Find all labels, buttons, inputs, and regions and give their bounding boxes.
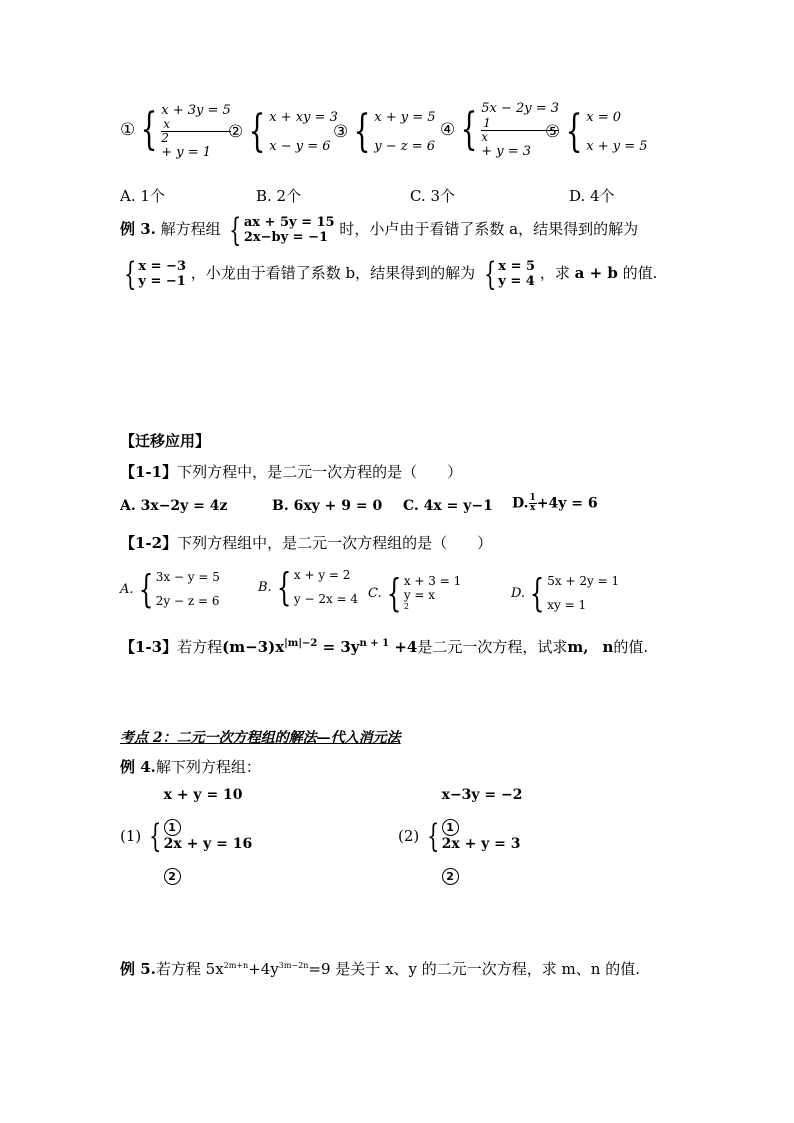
example-4-heading [120,756,261,777]
system-1-line-2: x 2 + y = 1 [161,118,231,160]
example-5-sup-2: 3m−2n [278,961,309,970]
brace-icon: { [353,106,371,157]
q-1-1-choice-b: B. 6xy + 9 = 0 [272,498,383,514]
system-5-wrap [545,106,648,157]
system-1 [120,103,231,160]
system-options-row [120,103,231,160]
q-1-1-choice-c: C. 4x = y−1 [403,498,493,514]
q-1-2-d-line-1: 5x + 2y = 1 [547,574,620,588]
example-3-text5: 的值. [622,264,658,282]
choice-a: A. 1个 [120,187,165,205]
brace-icon: { [140,104,158,155]
example-5-sup-1: 2m+n [223,961,249,970]
example-4-label: 例 4. [120,758,156,776]
system-1-line-1: x + 3y = 5 [161,103,231,118]
q-1-1-label: 【1-1】 [120,463,178,481]
q-1-1-text: 下列方程中，是二元一次方程的是（ ） [177,463,463,481]
brace-icon: { [276,565,292,609]
marker-2: ② [228,122,244,142]
brace-icon: { [529,571,545,615]
marker-5: ⑤ [545,122,561,142]
q-1-2-choice-c [368,571,462,615]
example-3-solution-2 [480,255,536,293]
problem-2-line-1: x−3y = −2 1 [441,787,523,834]
q-1-2-text: 下列方程组中，是二元一次方程组的是（ ） [177,534,493,552]
choice-c: C. 3个 [410,187,456,205]
equation-marker-2: 2 [442,868,459,885]
example-4-text: 解下列方程组： [155,758,261,776]
example-3-text4: ，求 [539,264,570,282]
example-3-label: 例 3. [120,220,156,238]
example-3-expr: a + b [574,264,618,282]
example-3-line-1 [120,211,639,249]
example-3-solution-1 [120,255,186,293]
system-3 [333,106,436,157]
marker-4: ④ [440,120,456,140]
problem-1-line-1: x + y = 10 1 [163,787,243,834]
brace-icon: { [484,255,497,293]
system-4-wrap [440,101,559,159]
brace-icon: { [138,567,153,611]
choice-d-rest: +4y = 6 [536,495,598,512]
q-1-2-choice-b [258,565,359,609]
problem-1-label: (1) [120,827,142,845]
example-3-sys-line-2: 2x−by = −1 [243,230,329,245]
q-1-2-a-label: A. [120,581,134,597]
brace-icon: { [248,106,266,157]
brace-icon: { [229,211,242,249]
q-1-2-d-line-2: xy = 1 [547,598,587,612]
q-1-3-text1: 若方程 [177,638,223,656]
example-3-text2: 时，小卢由于看错了系数 a，结果得到的解为 [339,220,639,238]
system-3-line-1: x + y = 5 [374,110,436,125]
system-4-line-2: 1 x + y = 3 [481,117,559,159]
system-3-wrap [333,106,436,157]
system-3-line-2: y − z = 6 [374,139,436,154]
equation-marker-1: 1 [442,819,459,836]
system-5 [545,106,648,157]
system-5-line-2: x + y = 5 [586,139,648,154]
q-1-2-b-line-2: y − 2x = 4 [293,592,359,606]
brace-icon: { [386,571,401,615]
marker-1: ① [120,120,136,140]
marker-3: ③ [333,122,349,142]
q-1-1-choice-a: A. 3x−2y = 4z [120,498,228,514]
problem-2 [398,787,523,885]
system-5-line-1: x = 0 [586,110,622,125]
section-2-title: 考点 2：二元一次方程组的解法—代入消元法 [120,730,401,746]
equation-marker-1: 1 [164,819,181,836]
example-3-line-2 [120,255,658,293]
solution-2-line-2: y = 4 [498,274,535,289]
problem-2-line-2: 2x + y = 3 2 [441,836,521,883]
problem-2-label: (2) [398,827,420,845]
problem-1-line-2: 2x + y = 16 2 [163,836,253,883]
example-5-mid: +4y [248,960,279,978]
system-4 [440,101,559,159]
brace-icon: { [460,104,478,155]
brace-icon: { [124,255,137,293]
q-1-2-b-line-1: x + y = 2 [293,568,351,582]
q-1-2-b-label: B. [258,579,272,595]
q-1-2-c-line-2: y = x $^2$ [403,588,436,611]
example-3-system [225,211,335,249]
brace-icon: { [565,106,583,157]
solution-1-line-1: x = −3 [138,259,186,274]
choice-d-prefix: D. [512,495,529,512]
q-1-3-n: n [602,638,614,656]
choice-b: B. 2个 [256,187,302,205]
brace-icon: { [427,817,440,855]
system-2-line-2: x − y = 6 [269,139,331,154]
q-1-3 [120,636,648,657]
example-5-text2: 是关于 x、y 的二元一次方程，求 m、n 的值. [330,960,640,978]
transfer-heading: 【迁移应用】 [120,432,211,450]
example-5-label: 例 5. [120,960,156,978]
q-1-3-expr: $(m-3)x^{|m|-2} = 3y^{n + 1} +4$ [222,638,418,656]
example-3-text3: ，小龙由于看错了系数 b，结果得到的解为 [190,264,476,282]
q-1-3-m: m, [567,638,589,656]
q-1-2-a-line-1: 3x − y = 5 [155,570,220,584]
q-1-3-text3: 的值. [613,638,649,656]
equation-marker-2: 2 [164,868,181,885]
q-1-2-d-label: D. [511,585,526,601]
system-2-wrap [228,106,338,157]
q-1-2-c-line-1: x + 3 = 1 [403,574,462,588]
q-1-2 [120,532,492,553]
q-1-3-text2: 是二元一次方程，试求 [417,638,568,656]
system-4-line-1: 5x − 2y = 3 [481,101,560,116]
solution-1-line-2: y = −1 [138,274,186,289]
system-2 [228,106,338,157]
example-3-sys-line-1: ax + 5y = 15 [243,215,335,230]
q-1-1-choice-d [512,494,598,513]
system-2-line-1: x + xy = 3 [269,110,338,125]
q-1-2-a-line-2: 2y − z = 6 [155,594,220,608]
q-1-2-label: 【1-2】 [120,534,178,552]
choice-d: D. 4个 [569,187,615,205]
problem-1 [120,787,252,885]
example-3-text1: 解方程组 [160,220,221,238]
example-5-eq: =9 [308,960,331,978]
q-1-2-choice-d [511,571,620,615]
solution-2-line-1: x = 5 [498,259,536,274]
example-5 [120,958,640,979]
choice-d-fraction: $\frac{1}{x}$ [529,493,536,513]
q-1-2-choice-a [120,567,220,611]
q-1-2-c-label: C. [368,585,382,601]
example-5-text1: 若方程 5x [155,960,224,978]
q-1-3-label: 【1-3】 [120,638,178,656]
q-1-1 [120,461,462,482]
brace-icon: { [149,817,162,855]
